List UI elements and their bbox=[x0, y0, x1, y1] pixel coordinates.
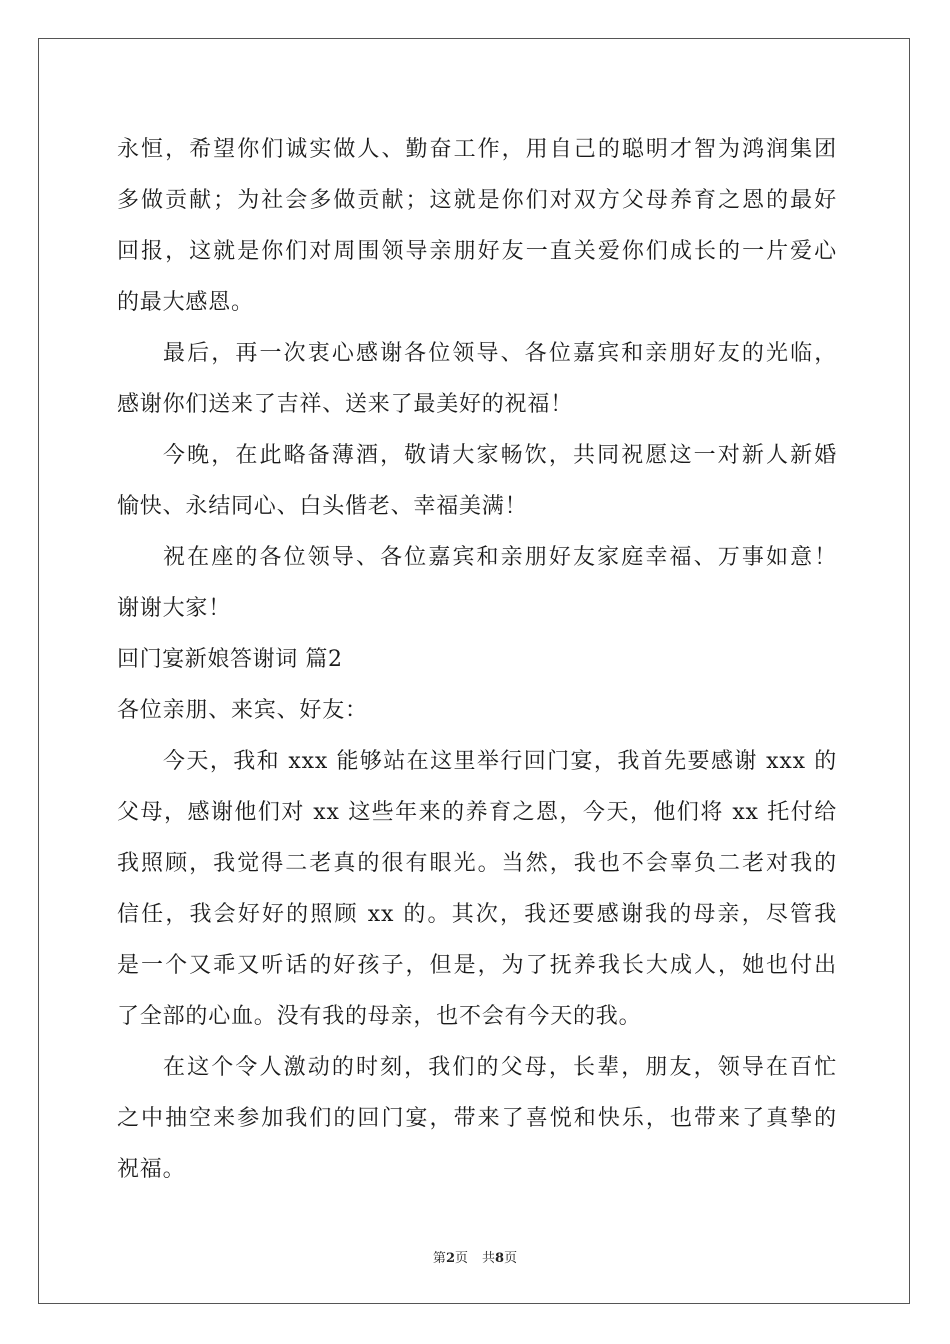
text-line: 我照顾，我觉得二老真的很有眼光。当然，我也不会辜负二老对我的 bbox=[117, 851, 837, 876]
text-line: 之中抽空来参加我们的回门宴，带来了喜悦和快乐，也带来了真挚的 bbox=[117, 1106, 837, 1131]
document-body bbox=[117, 124, 837, 1195]
text-line: 多做贡献；为社会多做贡献；这就是你们对双方父母养育之恩的最好 bbox=[117, 188, 837, 213]
text-line: 在这个令人激动的时刻，我们的父母，长辈，朋友，领导在百忙 bbox=[163, 1055, 837, 1080]
total-pages: 8 bbox=[495, 1251, 505, 1266]
text-line: 父母，感谢他们对 xx 这些年来的养育之恩，今天，他们将 xx 托付给 bbox=[117, 800, 837, 825]
salutation: 各位亲朋、来宾、好友： bbox=[117, 698, 368, 723]
text-line: 最后，再一次衷心感谢各位领导、各位嘉宾和亲朋好友的光临， bbox=[163, 341, 837, 366]
text-line: 愉快、永结同心、白头偕老、幸福美满！ bbox=[117, 494, 528, 519]
total-suffix: 页 bbox=[504, 1251, 518, 1266]
page-footer bbox=[0, 1247, 950, 1266]
text-line: 的最大感恩。 bbox=[117, 290, 254, 315]
total-prefix: 共 bbox=[482, 1251, 496, 1266]
text-line: 回报，这就是你们对周围领导亲朋好友一直关爱你们成长的一片爱心 bbox=[117, 239, 837, 264]
text-line: 今晚，在此略备薄酒，敬请大家畅饮，共同祝愿这一对新人新婚 bbox=[163, 443, 837, 468]
page-suffix: 页 bbox=[454, 1251, 468, 1266]
text-line: 祝在座的各位领导、各位嘉宾和亲朋好友家庭幸福、万事如意！ bbox=[163, 545, 837, 570]
text-line: 永恒，希望你们诚实做人、勤奋工作，用自己的聪明才智为鸿润集团 bbox=[117, 137, 837, 162]
text-line: 了全部的心血。没有我的母亲，也不会有今天的我。 bbox=[117, 1004, 642, 1029]
text-line: 是一个又乖又听话的好孩子，但是，为了抚养我长大成人，她也付出 bbox=[117, 953, 837, 978]
text-line: 感谢你们送来了吉祥、送来了最美好的祝福！ bbox=[117, 392, 574, 417]
section-heading: 回门宴新娘答谢词 篇2 bbox=[117, 647, 343, 672]
text-line: 今天，我和 xxx 能够站在这里举行回门宴，我首先要感谢 xxx 的 bbox=[163, 749, 837, 774]
page-prefix: 第 bbox=[432, 1251, 446, 1266]
text-line: 谢谢大家！ bbox=[117, 596, 232, 621]
text-line: 祝福。 bbox=[117, 1157, 186, 1182]
text-line: 信任，我会好好的照顾 xx 的。其次，我还要感谢我的母亲，尽管我 bbox=[117, 902, 837, 927]
page-number: 2 bbox=[445, 1251, 455, 1266]
